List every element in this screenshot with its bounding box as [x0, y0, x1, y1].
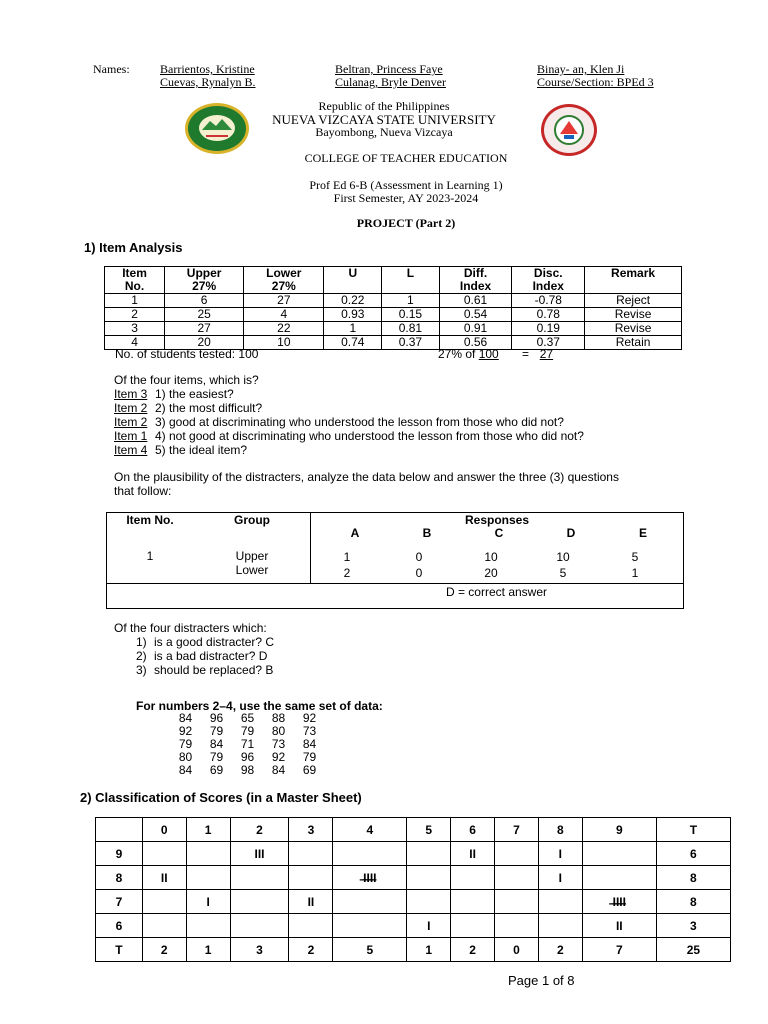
- table-cell: [495, 890, 539, 914]
- table-cell: 9: [582, 818, 656, 842]
- table-cell: [333, 842, 407, 866]
- table-cell: 25: [656, 938, 730, 962]
- table-cell: 79: [240, 724, 255, 738]
- table-cell: 0: [415, 550, 423, 564]
- table-cell: 84: [302, 737, 317, 751]
- table-cell: 6: [656, 842, 730, 866]
- distracter-questions-intro: Of the four distracters which:: [114, 621, 267, 635]
- table-cell: 69: [302, 763, 317, 777]
- classification-heading: 2) Classification of Scores (in a Master Sheet): [80, 790, 362, 805]
- question-answer: Item 3: [114, 387, 148, 401]
- table-cell: 7: [582, 938, 656, 962]
- table-cell: I: [538, 842, 582, 866]
- table-cell: Revise: [585, 308, 682, 322]
- pct-result: 27: [539, 347, 554, 361]
- question-text: 1) the easiest?: [155, 387, 234, 401]
- table-row: [170, 764, 325, 777]
- correct-answer-note: D = correct answer: [445, 585, 548, 599]
- table-cell: [451, 890, 495, 914]
- table-cell: I: [538, 866, 582, 890]
- course-section: Course/Section: BPEd 3: [537, 75, 654, 89]
- table-cell: T: [96, 938, 143, 962]
- table-cell: 84: [209, 737, 224, 751]
- table-cell: 0.37: [382, 336, 440, 350]
- table-cell: 4: [333, 818, 407, 842]
- table-cell: 79: [209, 724, 224, 738]
- question-line: [114, 401, 584, 415]
- group-names: [207, 549, 297, 577]
- column-header: Item No.: [105, 267, 165, 294]
- question-text: 5) the ideal item?: [155, 443, 248, 457]
- table-cell: 6: [451, 818, 495, 842]
- table-cell: 0.15: [382, 308, 440, 322]
- table-cell: 0.22: [324, 294, 382, 308]
- table-row: [311, 565, 671, 581]
- question-number: 3): [136, 663, 147, 677]
- item-analysis-heading: 1) Item Analysis: [84, 240, 183, 255]
- table-cell: I: [407, 914, 451, 938]
- table-cell: 5: [333, 938, 407, 962]
- table-cell: 96: [240, 750, 255, 764]
- table-cell: I: [186, 890, 230, 914]
- table-cell: II: [451, 842, 495, 866]
- table-cell: [538, 890, 582, 914]
- column-header: Upper 27%: [165, 267, 244, 294]
- table-cell: 1: [407, 938, 451, 962]
- distracters-table: [106, 512, 684, 609]
- table-cell: [407, 842, 451, 866]
- table-cell: [407, 890, 451, 914]
- table-cell: 1: [186, 938, 230, 962]
- table-cell: 8: [538, 818, 582, 842]
- table-cell: ̶I̶I̶I̶I: [582, 890, 656, 914]
- question-answer: Item 2: [114, 401, 148, 415]
- table-cell: 2: [343, 566, 351, 580]
- question-text: 2) the most difficult?: [155, 401, 263, 415]
- table-cell: T: [656, 818, 730, 842]
- table-cell: 79: [209, 750, 224, 764]
- table-cell: [582, 842, 656, 866]
- question-text: 3) good at discriminating who understood the lesson from those who did not?: [155, 415, 564, 429]
- names-label: Names:: [93, 62, 130, 76]
- table-cell: [186, 842, 230, 866]
- table-cell: II: [142, 866, 186, 890]
- table-cell: 7: [96, 890, 143, 914]
- distracter-question: [114, 663, 274, 677]
- distracter-question: [114, 635, 274, 649]
- name-3: Binay- an, Klen Ji: [537, 62, 625, 76]
- group-name: Upper: [235, 549, 269, 563]
- table-row: [105, 294, 682, 308]
- table-cell: 1: [382, 294, 440, 308]
- table-cell: 0: [495, 938, 539, 962]
- question-text: is a good distracter? C: [154, 635, 275, 649]
- questions-intro: Of the four items, which is?: [114, 373, 259, 387]
- table-cell: 27: [165, 322, 244, 336]
- republic-line: Republic of the Philippines: [318, 99, 450, 113]
- course-header: [0, 179, 768, 205]
- item-analysis-table: [104, 266, 682, 350]
- table-row: [311, 549, 671, 565]
- name-2: Beltran, Princess Faye: [335, 62, 443, 76]
- table-cell: 0.93: [324, 308, 382, 322]
- table-cell: II: [582, 914, 656, 938]
- table-cell: 73: [302, 724, 317, 738]
- responses-values: [311, 549, 671, 581]
- course-title: Prof Ed 6-B (Assessment in Learning 1): [309, 178, 503, 192]
- table-cell: 84: [271, 763, 286, 777]
- institution-header: [0, 100, 768, 139]
- table-cell: [230, 866, 289, 890]
- table-cell: 3: [105, 322, 165, 336]
- table-cell: 88: [271, 711, 286, 725]
- table-cell: 3: [289, 818, 333, 842]
- table-cell: 92: [271, 750, 286, 764]
- table-row: [96, 866, 731, 890]
- distracters-intro: [114, 470, 619, 498]
- question-line: [114, 443, 584, 457]
- table-cell: 0.74: [324, 336, 382, 350]
- table-cell: [142, 842, 186, 866]
- pct-equals: =: [522, 347, 530, 361]
- table-cell: [289, 866, 333, 890]
- college-name: COLLEGE OF TEACHER EDUCATION: [304, 151, 508, 165]
- students-tested: No. of students tested: 100: [115, 347, 259, 361]
- name-4: Cuevas, Rynalyn B.: [160, 75, 256, 89]
- table-cell: 1: [186, 818, 230, 842]
- table-cell: [186, 914, 230, 938]
- table-cell: 0.91: [439, 322, 512, 336]
- table-cell: 6: [96, 914, 143, 938]
- table-cell: [538, 914, 582, 938]
- table-cell: III: [230, 842, 289, 866]
- distracter-question: [114, 649, 274, 663]
- table-row: [96, 842, 731, 866]
- col-responses: Responses: [464, 513, 530, 527]
- table-cell: 3: [230, 938, 289, 962]
- table-row: [105, 322, 682, 336]
- items-questions: [114, 373, 584, 457]
- options-row: [319, 525, 679, 541]
- table-cell: 0.61: [439, 294, 512, 308]
- project-title: PROJECT (Part 2): [356, 216, 456, 230]
- table-cell: Retain: [585, 336, 682, 350]
- table-cell: 0.37: [512, 336, 585, 350]
- table-cell: -0.78: [512, 294, 585, 308]
- table-cell: [495, 842, 539, 866]
- table-cell: ̶I̶I̶I̶I: [333, 866, 407, 890]
- distracters-intro-line: On the plausibility of the distracters, analyze the data below and answer the three (3) questions: [114, 470, 619, 484]
- table-cell: 2: [538, 938, 582, 962]
- col-group: Group: [234, 513, 270, 527]
- table-cell: Revise: [585, 322, 682, 336]
- table-cell: 10: [244, 336, 324, 350]
- col-item-no: Item No.: [126, 513, 174, 527]
- university-location: Bayombong, Nueva Vizcaya: [315, 125, 453, 139]
- responses-grid: [319, 525, 679, 541]
- table-cell: 73: [271, 737, 286, 751]
- table-row: [96, 938, 731, 962]
- table-cell: 2: [451, 938, 495, 962]
- table-cell: 92: [178, 724, 193, 738]
- question-answer: Item 4: [114, 443, 148, 457]
- table-cell: 2: [142, 938, 186, 962]
- table-cell: [186, 866, 230, 890]
- table-cell: 69: [209, 763, 224, 777]
- table-cell: 2: [289, 938, 333, 962]
- table-cell: 1: [631, 566, 639, 580]
- table-cell: 0.19: [512, 322, 585, 336]
- table-cell: 4: [105, 336, 165, 350]
- table-cell: 1: [105, 294, 165, 308]
- column-header: Remark: [585, 267, 682, 294]
- option-label: A: [350, 526, 360, 540]
- table-cell: 5: [559, 566, 567, 580]
- table-cell: 5: [407, 818, 451, 842]
- table-cell: 3: [656, 914, 730, 938]
- column-header: Disc. Index: [512, 267, 585, 294]
- table-header-row: [96, 818, 731, 842]
- pct-of: 100: [478, 347, 499, 361]
- table-cell: 0.78: [512, 308, 585, 322]
- table-cell: 92: [302, 711, 317, 725]
- table-cell: [495, 866, 539, 890]
- column-header: U: [324, 267, 382, 294]
- table-cell: [96, 818, 143, 842]
- table-cell: 0.54: [439, 308, 512, 322]
- question-text: is a bad distracter? D: [154, 649, 268, 663]
- table-cell: [230, 890, 289, 914]
- table-cell: 20: [484, 566, 498, 580]
- table-cell: II: [289, 890, 333, 914]
- table-cell: 2: [230, 818, 289, 842]
- option-label: C: [494, 526, 504, 540]
- table-cell: 22: [244, 322, 324, 336]
- option-label: B: [422, 526, 432, 540]
- table-cell: Reject: [585, 294, 682, 308]
- table-cell: 20: [165, 336, 244, 350]
- table-cell: 84: [178, 763, 193, 777]
- table-cell: 80: [271, 724, 286, 738]
- group-name: Lower: [235, 563, 269, 577]
- table-cell: [230, 914, 289, 938]
- table-cell: 71: [240, 737, 255, 751]
- table-header-row: [105, 267, 682, 294]
- question-text: should be replaced? B: [154, 663, 274, 677]
- table-cell: 8: [96, 866, 143, 890]
- table-cell: [495, 914, 539, 938]
- table-cell: 8: [656, 890, 730, 914]
- table-cell: 96: [209, 711, 224, 725]
- name-1: Barrientos, Kristine: [160, 62, 255, 76]
- table-cell: 1: [343, 550, 351, 564]
- table-cell: 5: [631, 550, 639, 564]
- option-label: E: [638, 526, 647, 540]
- distracters-intro-line: that follow:: [114, 484, 172, 498]
- table-cell: 10: [484, 550, 498, 564]
- table-cell: 7: [495, 818, 539, 842]
- pct-prefix: 27% of: [438, 347, 476, 361]
- table-cell: 79: [302, 750, 317, 764]
- table-row: [96, 890, 731, 914]
- table-cell: 0.56: [439, 336, 512, 350]
- classification-table: [95, 817, 731, 962]
- university-name: NUEVA VIZCAYA STATE UNIVERSITY: [272, 112, 496, 127]
- question-text: 4) not good at discriminating who understood the lesson from those who did not?: [155, 429, 584, 443]
- column-header: L: [382, 267, 440, 294]
- column-header: Lower 27%: [244, 267, 324, 294]
- table-cell: 25: [165, 308, 244, 322]
- table-cell: [451, 866, 495, 890]
- table-cell: [333, 890, 407, 914]
- table-cell: 6: [165, 294, 244, 308]
- table-cell: 0: [142, 818, 186, 842]
- dataset-heading: For numbers 2–4, use the same set of data:: [136, 699, 383, 713]
- table-cell: 4: [244, 308, 324, 322]
- dataset-table: [170, 712, 325, 777]
- table-cell: [582, 866, 656, 890]
- question-line: [114, 387, 584, 401]
- question-answer: Item 2: [114, 415, 148, 429]
- question-number: 2): [136, 649, 147, 663]
- table-row: [105, 308, 682, 322]
- table-row: [96, 914, 731, 938]
- table-cell: 8: [656, 866, 730, 890]
- semester: First Semester, AY 2023-2024: [333, 191, 479, 205]
- table-cell: 1: [324, 322, 382, 336]
- table-cell: 65: [240, 711, 255, 725]
- table-cell: 84: [178, 711, 193, 725]
- table-cell: 79: [178, 737, 193, 751]
- option-label: D: [566, 526, 576, 540]
- table-cell: [142, 890, 186, 914]
- column-header: Diff. Index: [439, 267, 512, 294]
- table-cell: [333, 914, 407, 938]
- table-cell: 0.81: [382, 322, 440, 336]
- item-number: 1: [146, 549, 154, 563]
- question-line: [114, 415, 584, 429]
- question-answer: Item 1: [114, 429, 148, 443]
- question-number: 1): [136, 635, 147, 649]
- table-cell: [289, 914, 333, 938]
- name-5: Culanag, Bryle Denver: [335, 75, 446, 89]
- table-cell: [407, 866, 451, 890]
- table-cell: 0: [415, 566, 423, 580]
- table-cell: 10: [556, 550, 570, 564]
- table-cell: [142, 914, 186, 938]
- question-line: [114, 429, 584, 443]
- table-cell: [451, 914, 495, 938]
- distracter-questions: [114, 621, 274, 677]
- table-cell: 80: [178, 750, 193, 764]
- page-number: Page 1 of 8: [508, 973, 575, 988]
- table-cell: 27: [244, 294, 324, 308]
- pct-calculation: [438, 347, 560, 361]
- table-cell: [289, 842, 333, 866]
- table-cell: 9: [96, 842, 143, 866]
- table-cell: 2: [105, 308, 165, 322]
- table-cell: 98: [240, 763, 255, 777]
